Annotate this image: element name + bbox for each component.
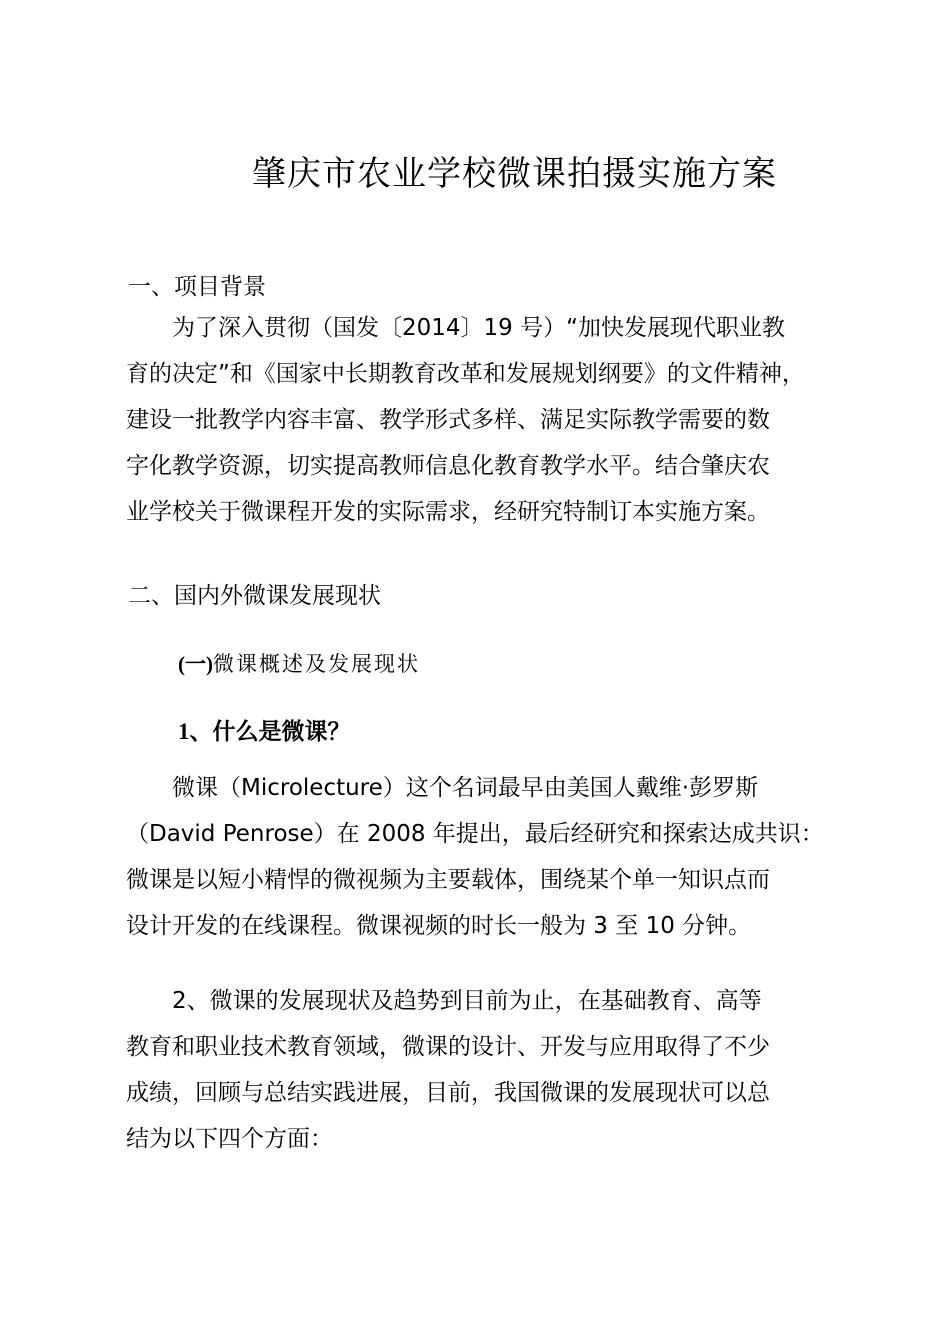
paragraph-line: 字化教学资源，切实提高教师信息化教育教学水平。结合肇庆农 — [126, 453, 770, 479]
paragraph-background — [126, 305, 846, 535]
paragraph-line: 成绩，回顾与总结实践进展，目前，我国微课的发展现状可以总 — [126, 1080, 770, 1106]
paragraph-line: 教育和职业技术教育领域，微课的设计、开发与应用取得了不少 — [126, 1034, 770, 1060]
paragraph-definition — [126, 765, 846, 949]
document-title: 肇庆市农业学校微课拍摄实施方案 — [252, 154, 777, 194]
paragraph-line: 建设一批教学内容丰富、教学形式多样、满足实际教学需要的数 — [126, 407, 770, 433]
item-number: 1 — [178, 719, 190, 744]
paragraph-status — [126, 978, 846, 1162]
paragraph-line: 微课是以短小精悍的微视频为主要载体，围绕某个单一知识点而 — [126, 867, 770, 893]
paragraph-line: 为了深入贯彻（国发〔2014〕19 号）“加快发展现代职业教 — [126, 315, 786, 341]
item-heading — [178, 713, 351, 746]
subsection-heading — [178, 648, 420, 678]
paragraph-line: 2、微课的发展现状及趋势到目前为止，在基础教育、高等 — [126, 988, 762, 1014]
subsection-number: (一) — [178, 652, 213, 676]
paragraph-line: 业学校关于微课程开发的实际需求，经研究特制订本实施方案。 — [126, 499, 770, 525]
paragraph-line: 设计开发的在线课程。微课视频的时长一般为 3 至 10 分钟。 — [126, 913, 752, 939]
paragraph-line: 结为以下四个方面： — [126, 1126, 333, 1152]
paragraph-line: （David Penrose）在 2008 年提出，最后经研究和探索达成共识： — [126, 821, 824, 847]
section-heading-status: 二、国内外微课发展现状 — [128, 583, 381, 609]
subsection-text: 微课概述及发展现状 — [213, 652, 420, 676]
paragraph-line: 育的决定”和《国家中长期教育改革和发展规划纲要》的文件精神， — [126, 361, 805, 387]
paragraph-line: 微课（Microlecture）这个名词最早由美国人戴维·彭罗斯 — [126, 775, 759, 801]
item-text: 、什么是微课？ — [189, 719, 351, 745]
section-heading-background: 一、项目背景 — [128, 274, 266, 300]
